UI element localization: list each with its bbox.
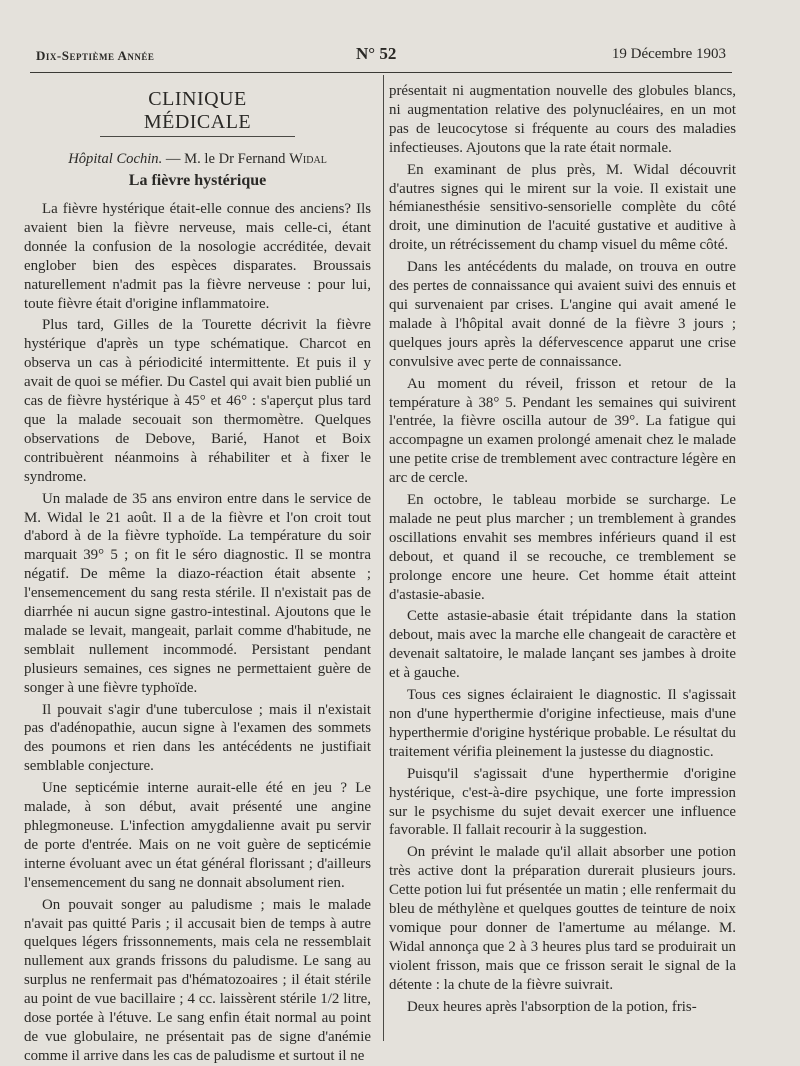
paragraph: La fièvre hystérique était-elle connue des anciens? Ils avaient bien la fièvre nerveuse, mais celle-ci, étant donnée la confusion de la nosologie accréditée, devait englober bien des espèces disparates. Broussais naturellement n'admit pas la fièvre nerveuse : pour lui, toute fièvre était d'origine inflammatoire.	[24, 201, 371, 312]
section-title: CLINIQUE MÉDICALE	[100, 88, 295, 137]
paragraph: Dans les antécédents du malade, on trouva en outre des pertes de connaissance qui avaient suivi des ennuis et qui survenaient par crises. L'angine qui avait amené le malade à l'hôpital avait donné de la fièvre 3 jours ; quelques jours après la défervescence apparut une crise convulsive avec perte de connaissance.	[389, 259, 736, 370]
paragraph: On pouvait songer au paludisme ; mais le malade n'avait pas quitté Paris ; il accusait bien de temps à autre quelques légers frissonnements, mais cela ne ressemblait nullement aux grands frissons du paludisme. Le sang au surplus ne renfermait pas d'hématozoaires ; il était stérile au point de vue bacillaire ; 4 cc. laissèrent stérile 1/2 litre, dose portée à l'étuve. Le sang enfin était normal au point de vue globulaire, ne présentait pas de signe d'anémie comme il arrive dans les cas de paludisme et surtout il ne	[24, 896, 371, 1064]
header-rule	[30, 72, 732, 73]
byline-prefix: — M. le Dr Fernand	[162, 151, 290, 167]
left-column	[24, 82, 371, 1066]
running-header	[36, 44, 726, 68]
paragraph: En octobre, le tableau morbide se surcharge. Le malade ne peut plus marcher ; un tremblement à grandes oscillations envahit ses membres inférieurs quand il est debout, et quand il se recouche, ce tremblement se prolonge encore une heure. Cet homme était atteint d'astasie-abasie.	[389, 492, 736, 603]
article-title: La fièvre hystérique	[128, 172, 267, 189]
column-rule	[383, 75, 384, 1041]
issue-number: N° 52	[356, 44, 397, 63]
paragraph: Au moment du réveil, frisson et retour de la température à 38° 5. Pendant les semaines qui suivirent l'entrée, la fièvre oscilla autour de 39°. La fatigue qui accompagne un examen prolongé amenait chez le malade une petite crise de tremblement avec contracture légère en arc de cercle.	[389, 375, 736, 487]
paragraph: En examinant de plus près, M. Widal découvrit d'autres signes qui le mirent sur la voie. Il existait une hémianesthésie sensitivo-sensorielle complète du côté droit, une diminution de l'acuité gustative et auditive à droite, un rétrécissement du champ visuel du même côté.	[389, 161, 736, 254]
byline	[24, 151, 371, 168]
paragraph: Un malade de 35 ans environ entre dans le service de M. Widal le 21 août. Il a de la fièvre et l'on croit tout d'abord à de la fièvre typhoïde. La température du soir marquait 39° 5 ; on fit le séro diagnostic. Il se montra négatif. De même la diazo-réaction était absente ; l'ensemencement du sang resta stérile. Il n'existait pas de diarrhée ni aucun signe gastro-intestinal. Ajoutons que le malade se levait, mangeait, parlait comme d'habitude, ne semblait nullement incommodé. Persistant pendant plusieurs semaines, ces signes ne permettaient guère de songer à une fièvre typhoïde.	[24, 490, 371, 696]
paragraph: Tous ces signes éclairaient le diagnostic. Il s'agissait non d'une hyperthermie d'origine infectieuse, mais d'une hyperthermie d'origine hystérique probable. Le résultat du traitement vérifia pleinement la justesse du diagnostic.	[389, 687, 736, 760]
paragraph: Deux heures après l'absorption de la potion, fris-	[407, 998, 697, 1015]
paragraph: Puisqu'il s'agissait d'une hyperthermie d'origine hystérique, c'est-à-dire psychique, une forte impression sur le psychisme du sujet devait exercer une influence favorable. Il fallait recourir à la suggestion.	[389, 765, 736, 839]
paragraph: Plus tard, Gilles de la Tourette décrivit la fièvre hystérique d'après un type schématique. Charcot en observa un cas à périodicité intermittente. Et puis il y avait de quoi se méfier. Du Castel qui avait bien publié un cas de fièvre hystérique à 45° et 46° : s'aperçut plus tard que la malade secouait son thermomètre. Quelques observations de Debove, Barié, Hanot et Boix contribuèrent néanmoins à réhabiliter et à fixer le syndrome.	[24, 317, 371, 485]
paragraph: Cette astasie-abasie était trépidante dans la station debout, mais avec la marche elle changeait de caractère et devenait saltatoire, le malade lançant ses jambes à droite et à gauche.	[389, 608, 736, 682]
issue-date: 19 Décembre 1903	[611, 46, 726, 62]
right-column	[389, 82, 736, 1017]
paragraph: Il pouvait s'agir d'une tuberculose ; mais il n'existait pas d'adénopathie, aucun signe à l'examen des sommets des poumons et rien dans les antécédents ne justifiait semblable conjecture.	[24, 701, 371, 775]
volume-label: Dix-Septième Année	[36, 48, 155, 63]
byline-author: Widal	[289, 151, 327, 167]
paragraph: On prévint le malade qu'il allait absorber une potion très active dont la préparation durerait plusieurs jours. Cette potion lui fut présentée un matin ; elle renfermait du bleu de méthylène et quelques gouttes de teinture de noix vomique pour donner de l'amertume au mélange. M. Widal annonça que 2 à 3 heures plus tard se produirait un violent frisson, mais que ce frisson serait le signal de la détente : la chute de la fièvre suivrait.	[389, 844, 736, 993]
paragraph: présentait ni augmentation nouvelle des globules blancs, ni augmentation relative des polynucléaires, en un mot pas de leucocytose si fréquente au cours des maladies infectieuses. Ajoutons que la rate était normale.	[389, 83, 736, 156]
paragraph: Une septicémie interne aurait-elle été en jeu ? Le malade, à son début, avait présenté une angine phlegmoneuse. L'infection amygdalienne avait pu servir de porte d'entrée. Mais on ne voit guère de septicémie interne évoluant avec un état général florissant ; d'ailleurs l'ensemencement du sang ne donnait absolument rien.	[24, 780, 371, 891]
byline-place: Hôpital Cochin.	[68, 151, 163, 167]
